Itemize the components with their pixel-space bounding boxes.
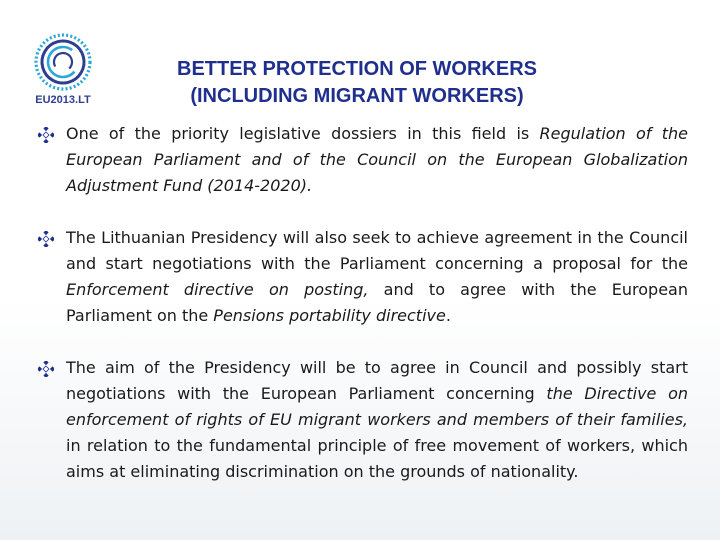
- bullet-text-italic: Regulation of the European Parliament and of the Council on the European Globalization Adjustment Fund (2014-2020).: [66, 124, 688, 195]
- logo-text: EU2013.LT: [35, 94, 91, 106]
- bullet-item: [38, 121, 688, 199]
- diamond-bullet-icon: [38, 361, 54, 377]
- page-title: [120, 56, 594, 110]
- bullet-item: [38, 355, 688, 485]
- title-line-2: (INCLUDING MIGRANT WORKERS): [190, 85, 524, 107]
- bullet-text: The aim of the Presidency will be to agree in Council and possibly start negotiations with the European Parliament concerning: [66, 358, 688, 403]
- bullet-text: in relation to the fundamental principle of free movement of workers, which aims at eliminating discrimination on the grounds of nationality.: [66, 436, 688, 481]
- bullet-text-italic: Pensions portability directive: [213, 306, 446, 325]
- bullet-text: and to agree with the European Parliament on the: [66, 280, 689, 325]
- bullet-text-italic: Enforcement directive on posting,: [66, 280, 369, 299]
- bullet-item: [38, 225, 688, 329]
- bullet-list: [38, 121, 688, 511]
- logo-ring-icon: [26, 30, 100, 96]
- diamond-bullet-icon: [38, 127, 54, 143]
- bullet-text: The Lithuanian Presidency will also seek to achieve agreement in the Council and start negotiations with the Parliament concerning a proposal for the: [66, 228, 688, 273]
- bullet-text: .: [445, 306, 451, 325]
- diamond-bullet-icon: [38, 231, 54, 247]
- eu2013-logo: [26, 30, 100, 112]
- bullet-text-italic: the Directive on enforcement of rights of EU migrant workers and members of their families,: [66, 384, 689, 429]
- bullet-text: One of the priority legislative dossiers in this field is: [66, 124, 540, 143]
- title-line-1: BETTER PROTECTION OF WORKERS: [177, 58, 537, 80]
